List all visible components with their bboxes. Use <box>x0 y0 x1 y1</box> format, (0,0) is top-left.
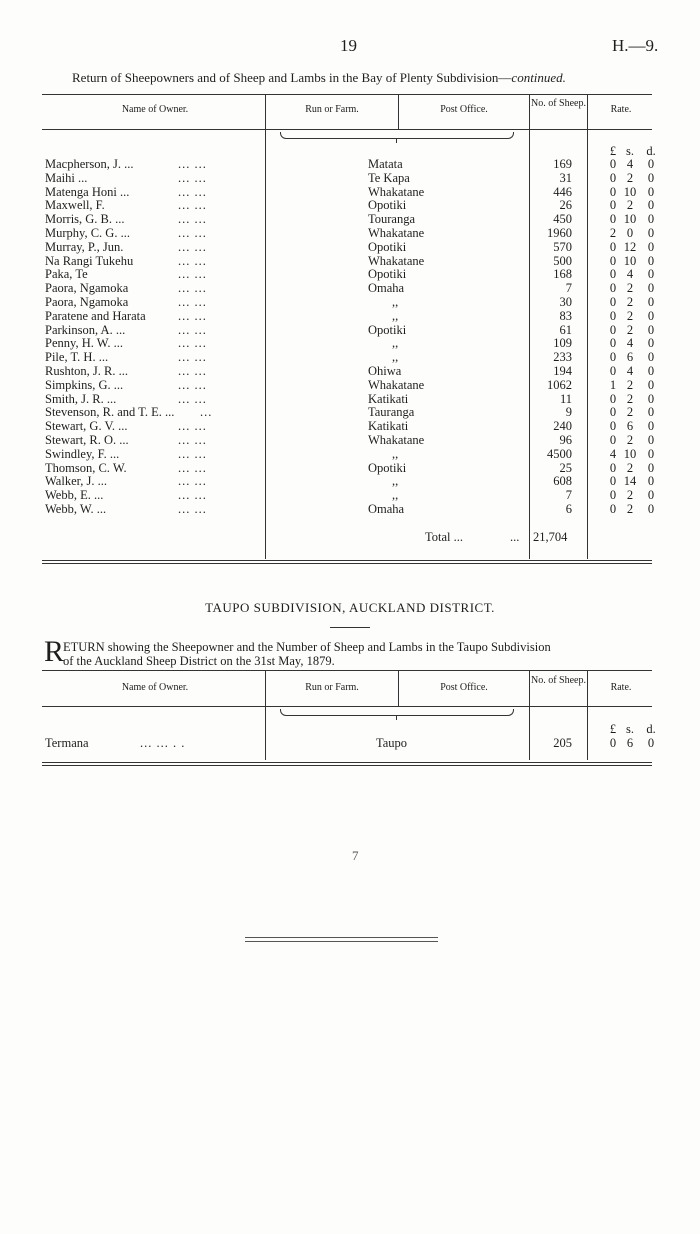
table-row <box>0 295 700 309</box>
table-row <box>0 336 700 350</box>
rate-pounds: 0 <box>609 474 617 489</box>
run-place: ,, <box>392 446 399 461</box>
document-reference: H.—9. <box>612 36 659 55</box>
sheep-count: 26 <box>559 198 572 213</box>
rate-shillings: 2 <box>626 502 634 516</box>
table-title <box>72 70 566 86</box>
leader-dots: ... ... . . <box>140 736 186 750</box>
column-header-rate: Rate. <box>610 104 632 115</box>
table-row <box>0 281 700 295</box>
table-row <box>0 185 700 199</box>
merge-brace <box>280 132 514 139</box>
leader-dots: ... ... <box>178 308 207 323</box>
sheep-count: 7 <box>565 281 572 296</box>
rate-shillings: 6 <box>626 419 634 434</box>
table-row <box>0 226 700 240</box>
sheep-count: 6 <box>565 502 572 516</box>
run-place: Taupo <box>376 736 408 750</box>
column-header-sheep: No. of Sheep. <box>531 98 586 109</box>
rate-pence: 0 <box>647 502 655 516</box>
leader-dots: ... ... <box>178 336 207 351</box>
sheep-count: 608 <box>553 474 572 489</box>
table-top-rule <box>42 670 652 671</box>
total-value: 21,704 <box>533 530 568 544</box>
rate-pence: 0 <box>647 736 655 750</box>
table-bottom-rule <box>42 765 652 766</box>
owner-name: Paka, Te <box>45 267 88 282</box>
table-row <box>0 447 700 461</box>
owner-name: Murray, P., Jun. <box>45 239 124 254</box>
return-description-line-2: of the Auckland Sheep District on the 31st May, 1879. <box>63 654 335 668</box>
leader-dots: ... ... <box>178 281 207 296</box>
rate-shillings: 4 <box>626 364 634 378</box>
end-rule <box>245 941 438 942</box>
sheep-count: 570 <box>553 239 572 254</box>
owner-name: Pile, T. H. ... <box>45 350 109 365</box>
owner-name: Stewart, G. V. ... <box>45 419 128 434</box>
run-place: ,, <box>392 308 399 323</box>
table-row <box>0 198 700 212</box>
run-place: Opotiki <box>368 460 407 475</box>
sheep-count: 31 <box>559 170 572 185</box>
rate-pounds: 0 <box>609 253 617 268</box>
rate-pence: 0 <box>647 419 655 434</box>
run-place: Touranga <box>368 212 416 227</box>
run-place: Omaha <box>368 281 405 296</box>
table-row <box>0 488 700 502</box>
owner-name: Walker, J. ... <box>45 474 108 489</box>
rate-shillings: 2 <box>626 433 634 447</box>
total-label: Total ... <box>425 530 464 544</box>
rate-pence: 0 <box>647 281 655 296</box>
leader-dots: ... ... <box>178 433 207 447</box>
rate-pence: 0 <box>647 391 655 406</box>
rate-pence: 0 <box>647 322 655 337</box>
table-row <box>0 364 700 378</box>
owner-name: Swindley, F. ... <box>45 446 120 461</box>
rate-pounds: 0 <box>609 419 617 434</box>
owner-name: Stewart, R. O. ... <box>45 433 129 447</box>
rate-pence: 0 <box>647 267 655 282</box>
rate-shillings: 0 <box>626 226 634 240</box>
sheep-count: 96 <box>559 433 572 447</box>
rate-pounds: 0 <box>609 502 617 516</box>
rate-pounds: 0 <box>609 391 617 406</box>
leader-dots: ... ... <box>178 226 207 240</box>
sheep-count: 11 <box>559 391 572 406</box>
rate-pounds: 0 <box>609 460 617 475</box>
owner-name: Termana <box>45 736 89 750</box>
rate-pence: 0 <box>647 198 655 213</box>
rate-pounds: 0 <box>609 322 617 337</box>
leader-dots: ... ... <box>178 239 207 254</box>
run-place: ,, <box>392 474 399 489</box>
sheep-count: 446 <box>553 184 572 199</box>
rate-shillings: 10 <box>623 212 637 227</box>
sheep-count: 25 <box>559 460 572 475</box>
rate-pounds: 2 <box>609 226 617 240</box>
rate-pence: 0 <box>647 460 655 475</box>
column-divider <box>398 670 399 706</box>
rate-pounds: 4 <box>609 446 617 461</box>
rate-pence: 0 <box>647 308 655 323</box>
rate-pence: 0 <box>647 184 655 199</box>
run-place: Matata <box>368 157 403 171</box>
end-rule <box>245 937 438 938</box>
sheep-count: 109 <box>553 336 572 351</box>
run-place: ,, <box>392 295 399 309</box>
rate-shillings: 2 <box>626 170 634 185</box>
column-header-run: Run or Farm. <box>305 104 359 115</box>
sheep-count: 4500 <box>547 446 572 461</box>
pounds-unit: £ <box>609 722 617 736</box>
owner-name: Matenga Honi ... <box>45 184 130 199</box>
rate-shillings: 10 <box>623 184 637 199</box>
owner-name: Parkinson, A. ... <box>45 322 126 337</box>
section-heading: TAUPO SUBDIVISION, AUCKLAND DISTRICT. <box>205 600 495 615</box>
rate-shillings: 2 <box>626 391 634 406</box>
rate-pounds: 0 <box>609 488 617 503</box>
rate-units-row <box>0 722 700 736</box>
merge-brace-tick <box>396 138 397 143</box>
run-place: Opotiki <box>368 239 407 254</box>
rate-pence: 0 <box>647 405 655 420</box>
leader-dots: ... ... <box>178 267 207 282</box>
rate-shillings: 2 <box>626 488 634 503</box>
sheep-count: 233 <box>553 350 572 365</box>
rate-shillings: 2 <box>626 460 634 475</box>
leader-dots: ... ... <box>178 322 207 337</box>
leader-dots: ... ... <box>178 502 207 516</box>
sheep-count: 83 <box>559 308 572 323</box>
sheep-count: 240 <box>553 419 572 434</box>
table-row <box>0 502 700 516</box>
rate-pounds: 0 <box>609 405 617 420</box>
table-row <box>0 323 700 337</box>
run-place: ,, <box>392 488 399 503</box>
rate-shillings: 2 <box>626 322 634 337</box>
run-place: Omaha <box>368 502 405 516</box>
table-row <box>0 157 700 171</box>
table-row <box>0 736 700 750</box>
column-header-owner: Name of Owner. <box>121 104 189 115</box>
shillings-unit: s. <box>626 722 634 736</box>
rate-shillings: 12 <box>623 239 637 254</box>
table-row <box>0 240 700 254</box>
sheep-count: 1062 <box>547 377 572 392</box>
rate-shillings: 2 <box>626 281 634 296</box>
rate-pounds: 0 <box>609 433 617 447</box>
rate-pence: 0 <box>647 433 655 447</box>
leader-dots: ... ... <box>178 212 207 227</box>
rate-pounds: 0 <box>609 281 617 296</box>
sheep-count: 169 <box>553 157 572 171</box>
rate-pounds: 1 <box>609 377 617 392</box>
leader-dots: ... ... <box>178 157 207 171</box>
leader-dots: ... ... <box>178 364 207 378</box>
return-description-line-1: ETURN showing the Sheepowner and the Number of Sheep and Lambs in the Taupo Subdivision <box>63 640 551 654</box>
leader-dots: ... ... <box>178 253 207 268</box>
rate-shillings: 6 <box>626 350 634 365</box>
rate-shillings: 4 <box>626 336 634 351</box>
column-divider <box>398 94 399 129</box>
run-place: Te Kapa <box>368 170 410 185</box>
rate-pence: 0 <box>647 446 655 461</box>
total-dots: ... <box>510 530 520 544</box>
owner-name: Paratene and Harata <box>45 308 146 323</box>
owner-name: Maxwell, F. <box>45 198 105 213</box>
owner-name: Webb, E. ... <box>45 488 104 503</box>
table-row <box>0 392 700 406</box>
owner-name: Macpherson, J. ... <box>45 157 134 171</box>
table-row <box>0 433 700 447</box>
table-row <box>0 405 700 419</box>
rate-shillings: 2 <box>626 405 634 420</box>
rate-shillings: 4 <box>626 267 634 282</box>
run-place: Opotiki <box>368 322 407 337</box>
leader-dots: ... ... <box>178 460 207 475</box>
rate-pounds: 0 <box>609 157 617 171</box>
header-bottom-rule <box>42 706 652 707</box>
table-bottom-rule <box>42 560 652 561</box>
sheep-count: 194 <box>553 364 572 378</box>
owner-name: Rushton, J. R. ... <box>45 364 129 378</box>
column-header-sheep: No. of Sheep. <box>531 675 586 686</box>
rate-pounds: 0 <box>609 336 617 351</box>
table-top-rule <box>42 94 652 95</box>
table-row <box>0 254 700 268</box>
table-row <box>0 309 700 323</box>
rate-shillings: 2 <box>626 198 634 213</box>
sheep-count: 61 <box>559 322 572 337</box>
leader-dots: ... ... <box>178 198 207 213</box>
sheep-count: 450 <box>553 212 572 227</box>
column-header-post-office: Post Office. <box>440 104 488 115</box>
sheep-count: 9 <box>565 405 572 420</box>
leader-dots: ... ... <box>178 391 207 406</box>
run-place: ,, <box>392 350 399 365</box>
run-place: Opotiki <box>368 198 407 213</box>
rate-shillings: 2 <box>626 295 634 309</box>
column-header-rate: Rate. <box>610 682 632 693</box>
rate-shillings: 2 <box>626 308 634 323</box>
leader-dots: ... ... <box>178 377 207 392</box>
leader-dots: ... ... <box>178 446 207 461</box>
owner-name: Paora, Ngamoka <box>45 295 129 309</box>
printer-mark: 7 <box>352 848 359 863</box>
merge-brace-tick <box>396 715 397 720</box>
rate-pence: 0 <box>647 253 655 268</box>
rate-shillings: 14 <box>623 474 637 489</box>
rate-pence: 0 <box>647 170 655 185</box>
owner-name: Penny, H. W. ... <box>45 336 124 351</box>
owner-name: Morris, G. B. ... <box>45 212 125 227</box>
table-row <box>0 171 700 185</box>
rate-pence: 0 <box>647 336 655 351</box>
owner-name: Paora, Ngamoka <box>45 281 129 296</box>
rate-pounds: 0 <box>609 212 617 227</box>
shillings-unit: s. <box>626 144 634 158</box>
run-place: Tauranga <box>368 405 415 420</box>
rate-units-row <box>0 144 700 158</box>
page-number: 19 <box>340 36 357 55</box>
run-place: Whakatane <box>368 253 425 268</box>
owner-name: Smith, J. R. ... <box>45 391 117 406</box>
run-place: Katikati <box>368 391 409 406</box>
merge-brace <box>280 709 514 716</box>
leader-dots: ... ... <box>178 350 207 365</box>
run-place: Whakatane <box>368 184 425 199</box>
table-row <box>0 474 700 488</box>
rate-pence: 0 <box>647 295 655 309</box>
rate-pounds: 0 <box>609 350 617 365</box>
rate-pence: 0 <box>647 157 655 171</box>
rate-pence: 0 <box>647 364 655 378</box>
sheep-count: 168 <box>553 267 572 282</box>
owner-name: Na Rangi Tukehu <box>45 253 134 268</box>
rate-shillings: 2 <box>626 377 634 392</box>
run-place: Katikati <box>368 419 409 434</box>
pence-unit: d. <box>646 722 656 736</box>
run-place: Whakatane <box>368 226 425 240</box>
rate-pence: 0 <box>647 488 655 503</box>
rate-pence: 0 <box>647 377 655 392</box>
rate-pence: 0 <box>647 212 655 227</box>
table-row <box>0 461 700 475</box>
leader-dots: ... ... <box>178 295 207 309</box>
table-title-continued: continued. <box>511 70 566 85</box>
owner-name: Maihi ... <box>45 170 88 185</box>
drop-cap: R <box>44 635 65 668</box>
table-row <box>0 419 700 433</box>
header-bottom-rule <box>42 129 652 130</box>
sheep-count: 30 <box>559 295 572 309</box>
table-row <box>0 212 700 226</box>
rate-pounds: 0 <box>609 364 617 378</box>
column-header-run: Run or Farm. <box>305 682 359 693</box>
rate-shillings: 10 <box>623 446 637 461</box>
rate-pounds: 0 <box>609 308 617 323</box>
rate-pounds: 0 <box>609 198 617 213</box>
rate-pounds: 0 <box>609 170 617 185</box>
owner-name: Stevenson, R. and T. E. ... <box>45 405 175 420</box>
run-place: Whakatane <box>368 377 425 392</box>
run-place: Ohiwa <box>368 364 402 378</box>
rate-pence: 0 <box>647 239 655 254</box>
rate-shillings: 4 <box>626 157 634 171</box>
table-row <box>0 350 700 364</box>
leader-dots: ... <box>200 405 213 420</box>
sheep-count: 500 <box>553 253 572 268</box>
rate-pence: 0 <box>647 350 655 365</box>
leader-dots: ... ... <box>178 474 207 489</box>
column-header-post-office: Post Office. <box>440 682 488 693</box>
rate-pounds: 0 <box>609 239 617 254</box>
owner-name: Webb, W. ... <box>45 502 107 516</box>
table-row <box>0 378 700 392</box>
rate-pence: 0 <box>647 474 655 489</box>
leader-dots: ... ... <box>178 419 207 434</box>
rate-pounds: 0 <box>609 267 617 282</box>
owner-name: Murphy, C. G. ... <box>45 226 130 240</box>
pounds-unit: £ <box>609 144 617 158</box>
table-bottom-rule <box>42 563 652 564</box>
pence-unit: d. <box>646 144 656 158</box>
rate-shillings: 6 <box>626 736 634 750</box>
sheep-count: 7 <box>565 488 572 503</box>
run-place: Whakatane <box>368 433 425 447</box>
run-place: ,, <box>392 336 399 351</box>
column-header-owner: Name of Owner. <box>121 682 189 693</box>
leader-dots: ... ... <box>178 488 207 503</box>
rate-pounds: 0 <box>609 184 617 199</box>
leader-dots: ... ... <box>178 170 207 185</box>
rate-pence: 0 <box>647 226 655 240</box>
sheep-count: 205 <box>553 736 572 750</box>
owner-name: Thomson, C. W. <box>45 460 127 475</box>
rate-pounds: 0 <box>609 736 617 750</box>
rate-shillings: 10 <box>623 253 637 268</box>
owner-name: Simpkins, G. ... <box>45 377 124 392</box>
table-title-text: Return of Sheepowners and of Sheep and Lambs in the Bay of Plenty Subdivision— <box>72 70 512 85</box>
table-bottom-rule <box>42 762 652 763</box>
rate-pounds: 0 <box>609 295 617 309</box>
table-row <box>0 267 700 281</box>
run-place: Opotiki <box>368 267 407 282</box>
leader-dots: ... ... <box>178 184 207 199</box>
short-rule <box>330 627 370 628</box>
sheep-count: 1960 <box>547 226 572 240</box>
